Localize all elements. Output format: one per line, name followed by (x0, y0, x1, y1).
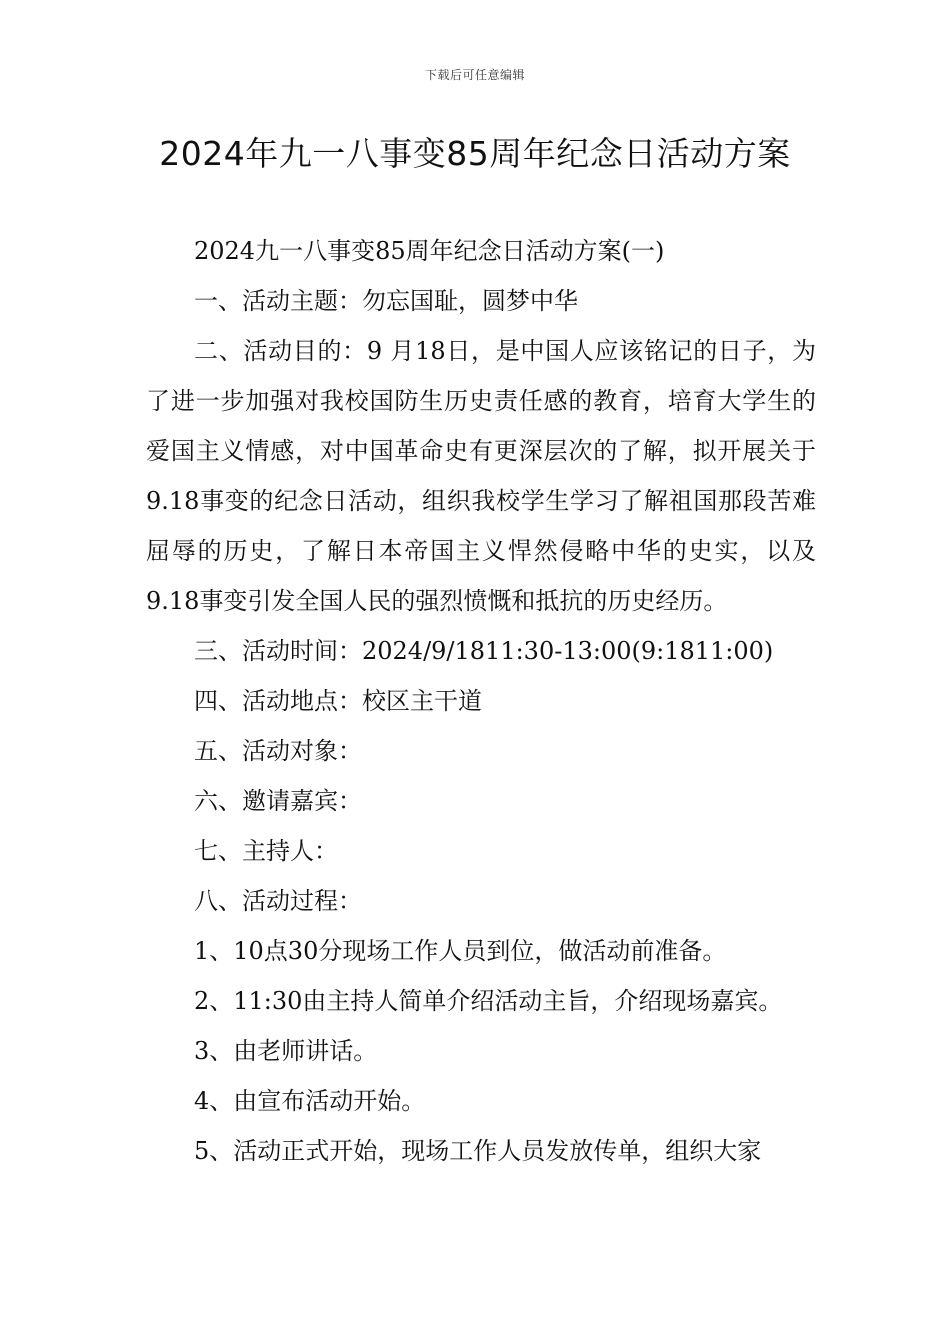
section-audience: 五、活动对象： (194, 737, 362, 765)
section-process: 八、活动过程： (194, 887, 362, 915)
subtitle-paragraph: 2024九一八事变85周年纪念日活动方案(一) (194, 237, 665, 265)
download-note: 下载后可任意编辑 (424, 68, 525, 82)
process-step-4: 4、由宣布活动开始。 (194, 1087, 426, 1115)
section-location: 四、活动地点：校区主干道 (194, 687, 482, 715)
process-step-1: 1、10点30分现场工作人员到位，做活动前准备。 (194, 937, 727, 965)
process-step-2: 2、11:30由主持人简单介绍活动主旨，介绍现场嘉宾。 (194, 987, 783, 1015)
process-step-3: 3、由老师讲话。 (194, 1037, 378, 1065)
section-guests: 六、邀请嘉宾： (194, 787, 362, 815)
section-theme: 一、活动主题：勿忘国耻，圆梦中华 (194, 287, 578, 315)
document-title: 2024年九一八事变85周年纪念日活动方案 (159, 134, 791, 173)
section-time: 三、活动时间：2024/9/1811:30-13:00(9:1811:00) (194, 637, 774, 665)
section-purpose: 二、活动目的：9 月18日，是中国人应该铭记的日子，为了进一步加强对我校国防生历史责任感的教育，培育大学生的爱国主义情感，对中国革命史有更深层次的了解，拟开展关于 9.18事变的纪念日活动，组织我校学生学习了解祖国那段苦难屈辱的历史，了解日本帝国主义悍然侵略中华的史实，以及9.18事变引发全国人民的强烈愤慨和抵抗的历史经历。 (146, 337, 816, 615)
section-host: 七、主持人： (194, 837, 338, 865)
document-body (146, 226, 816, 1176)
process-step-5: 5、活动正式开始，现场工作人员发放传单，组织大家 (194, 1137, 762, 1165)
